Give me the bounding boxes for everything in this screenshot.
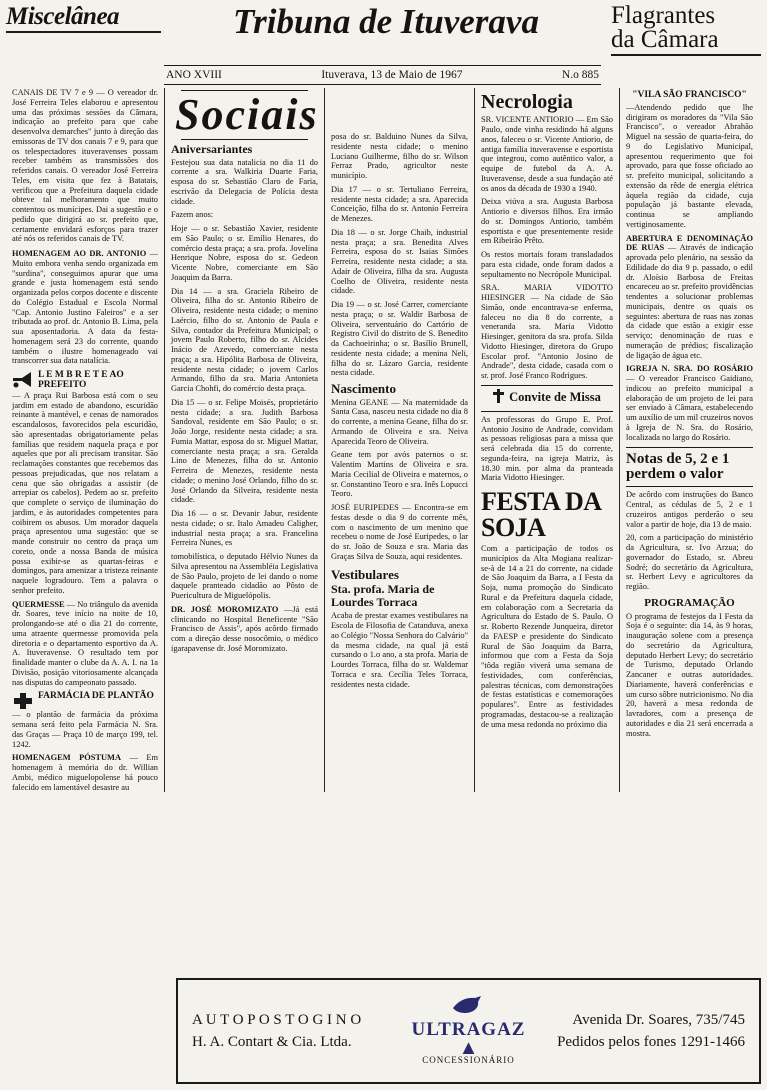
misc-head-homenagem-antonio: HOMENAGEM AO DR. ANTONIO — [12, 249, 147, 258]
issue-year: ANO XVIII — [166, 69, 222, 81]
masthead — [6, 4, 761, 64]
masthead-center — [161, 4, 611, 41]
head-abertura-ruas: ABERTURA E DENOMINAÇÃO DE RUAS — [626, 233, 753, 253]
ad-business-name: A U T O P O S T O G I N O — [192, 1011, 362, 1028]
ad-address: Avenida Dr. Soares, 735/745 — [572, 1011, 745, 1028]
aniv-p6: Dia 16 — o sr. Devanir Jabur, residente nesta cidade; o sr. Italo Amadeu Caligher, industrial nesta praça; a sra. Francelina Ferreira Nunes, es — [171, 509, 318, 548]
necro-p2: Deixa viúva a sra. Augusta Barbosa Antiorio e diversos filhos. Era irmão do sr. Domingos Antiorio, também esportista e que presentemente reside em Ribeirão Prêto. — [481, 197, 613, 246]
text-dr-moromizato: —Já está clinicando no Hospital Beneficente "São Francisco de Assis", após acôrdo firmado com a direção desse nosocômio, o médico igarapavense dr. José Moromizato. — [171, 604, 318, 653]
misc-text-homenagem-antonio: — Muito embora venha sendo organizada em "surdina", conseguimos apurar que uma grande e justa homenagem está sendo organizada pelos corpos docente e discente do Colégio Estadual e Escola Normal "Cap. Antonio Justino Faleiros" e a ser tributada ao prof. dr. Antonio B. Lima, pela sua aposentadoria. A data da festa-homenagem será 23 do corrente, quando também o ilustre homenageado vai transcorrer sua data natalícia. — [12, 249, 158, 366]
miscelanea-title: Miscelânea — [6, 3, 120, 30]
nasc-p1: Menina GEANE — Na maternidade da Santa Casa, nasceu nesta cidade no dia 8 do corrente, a menina Geane, filha do sr. Armando de Oliveira e sra. Neiva Aparecida Teoro de Oliveira. — [331, 397, 468, 446]
latin-cross-icon — [493, 389, 504, 407]
issue-line — [164, 65, 601, 85]
aniv-p4: Dia 14 — a sra. Graciela Ribeiro de Oliveira, filha do sr. Antonio Ribeiro de Oliveira, residente nesta cidade; o menino Laércio, filho do sr. Antonio de Paula e Silva, contador da Prefeitura Municipal; o jovem Paulo Roberto, filho do sr. Alcides Inácio de Azevedo, comerciante nesta praça; a sra. Hipólita Barbosa de Oliveira, residente nesta cidade; o jovem Carlos Armando, filho da sra. Maria Antonieta Garcia Chohfi, do comércio desta praça. — [171, 286, 318, 394]
flagrantes-title-line2: da Câmara — [611, 25, 719, 53]
misc-head-homenagem-postuma: HOMENAGEM PÓSTUMA — [12, 753, 121, 763]
advertisement-ultragaz[interactable] — [176, 978, 761, 1084]
nascimento-heading: Nascimento — [331, 381, 396, 396]
paper-nameplate: Tribuna de Ituverava — [233, 2, 539, 41]
misc-text-farmacia: — o plantão de farmácia da próxima semana será feito pela Farmácia N. Sra. das Graças — Praça 10 de março 199, tel. 1242. — [12, 710, 158, 749]
necro-p4: SRA. MARIA VIDOTTO HIESINGER — Na cidade de São Simão, onde encontrava-se enferma, faleceu no dia 8 do corrente, a veneranda sra. Maria Vidotto Hiesinger, genitora da sra. profa. Silda Vidotto Hiesinger, diretora do Grupo Escolar prof. "Antonio Josino de Andrade", desta cidade, casada com o sr. prof. José Franco Rodrigues. — [481, 283, 613, 381]
text-igreja-rosario: — O vereador Francisco Gaidiano, indicou ao prefeito municipal a elaboração de um projeto de lei para ser enviado à Câmara, estabelecendo um auxílio de um mil cruzeiros novos à Igreja de N. Sra. do Rosário, localizada no largo do Rosário. — [626, 374, 753, 442]
misc-head-farmacia: FARMÁCIA DE PLANTÃO — [38, 691, 154, 702]
aniv-cont-p2: Dia 17 — o sr. Tertuliano Ferreira, residente nesta cidade; a sra. Aparecida Conceição, filha do sr. Antonio Ferreira de Menezes. — [331, 184, 468, 223]
column-miscelanea — [6, 88, 164, 792]
ad-business-company: H. A. Contart & Cia. Ltda. — [192, 1034, 352, 1050]
sociais-title: Sociais — [175, 90, 319, 139]
convite-missa-header — [481, 389, 613, 407]
masthead-left-section — [6, 4, 161, 33]
ad-brand-sub: CONCESSIONÁRIO — [422, 1055, 515, 1065]
misc-head-quermesse: QUERMESSE — [12, 599, 65, 609]
necro-p1: SR. VICENTE ANTIORIO — Em São Paulo, onde vinha residindo há alguns anos, faleceu o sr. Vicente Antiorio, de antiga família ituveravense e esportista que integrou, como autêntico valor, a equipe de futebol da A. A. Ituveravense, desde a sua fundação até os anos da década de 1930 a 1940. — [481, 115, 613, 193]
misc-item-canais-tv: CANAIS DE TV 7 e 9 — O vereador dr. José Ferreira Teles elaborou e apresentou uma das próximas sessões da Câmara, indicação ao prefeito para que cabe desenvolva demarches" junto à direção das emissoras de TV dos canais 7 e 9, para que os telespectadores ituveravenses possam receber também as transmissões dos referidos canais. O vereador José Ferreira Teles, em visita que fez à Batatais, verificou que a Prefeitura daquela cidade obteve tal melhoramento que muito contentou os munícipes. Dai a sugestão e o pedido que dirigirá ao sr. prefeito que, certamente envidará esforços para trazer até nós os referidos canais de TV. — [12, 88, 158, 244]
vestibulares-subheading: Sta. profa. Maria de Lourdes Torraca — [331, 582, 435, 609]
head-igreja-rosario: IGREJA N. SRA. DO ROSÁRIO — [626, 364, 753, 374]
aniv-p3: Hoje — o sr. Sebastião Xavier, residente em São Paulo; o sr. Emílio Henares, do comércio desta praça; a sra. profa. Jovelina Henrique Nobre, esposa do sr. Gedeon Vicente Nobre, comerciante em São Joaquim da Barra. — [171, 224, 318, 282]
misc-farmacia-header — [12, 692, 158, 710]
column-flagrantes — [619, 88, 759, 792]
flagrantes-title-line1: Flagrantes — [611, 2, 716, 29]
misc-text-homenagem-postuma: — Em homenagem à memória do dr. Willian Ambi, médico miguelopolense há pouco falecido em lamentável desastre au — [12, 753, 158, 792]
aniv-cont-p3: Dia 18 — o sr. Jorge Chaib, industrial nesta praça; a sra. Benedita Alves Ferreira, esposa do sr. Isaias Simões Ferreira, residente nesta cidade; a sta. Adair de Oliveira, filha da sra. Augusta Coelho de Oliveira, residente nesta cidade. — [331, 227, 468, 296]
megaphone-icon — [12, 371, 34, 389]
vestibulares-text: Acaba de prestar exames vestibulares na Escola de Filosofia de Catanduva, anexa ao Colégio "Nossa Senhora do Calvário" da mesma cidade, na qual já está cursando o 1.o ano, a sta profa. Maria de Lourdes Torraca, filha do sr. Waldemar Torraca e sra. Cecília Teles Torraca, residentes nesta cidade. — [331, 611, 468, 689]
festa-da-soja-heading: FESTA DA SOJA — [481, 487, 601, 543]
head-dr-moromizato: DR. JOSÉ MOROMIZATO — [171, 604, 279, 614]
head-vila-sao-francisco: "VILA SÃO FRANCISCO" — [632, 90, 747, 100]
programacao-heading: PROGRAMAÇÃO — [644, 596, 735, 609]
misc-text-lembrete: — A praça Rui Barbosa está com o seu jardim em estado de abandono, escuridão reinante à mantével, e cenas de namorados escandalosos, favorecidos pela escuridão, são apresentadas obrigatoriamente pelas famílias que residem naquela praça e por aqueles que por ali precisam transitar. São reclamações constantes que recebemos das pessoas prejudicadas, que nos relatam a cena que são obrigadas a assistir (de arrepiar os cabelos). Pedem ao sr. prefeito que complete o serviço de iluminação do jardim, e às autoridades competentes para coibirem os abusos. Um morador daquela praça apresentou uma sugestão: que se mande construir no centro da praça um coreto, onde a nossa Banda de música possa exibir-se as quartas-feiras e domingos, para amenizar a tristeza reinante naquele logradouro. Tem a palavra o senhor prefeito. — [12, 390, 158, 595]
aniv-cont-p4: Dia 19 — o sr. José Carrer, comerciante nesta praça; o sr. Waldir Barbosa de Oliveira, serventuário do Cartório de Registro Civil do distrito de S. Benedito da Cachoeirinha; o sr. Basílio Brunell, residente nesta cidade; a menina Neli, filha do sr. Lázaro Garcia, residente nesta cidade. — [331, 300, 468, 378]
convite-missa-text: As professoras do Grupo E. Prof. Antonio Josino de Andrade, convidam as pessoas religiosas para a missa que será celebrada dia 15 do corrente, segunda-feira, na igreja Matriz, às 18.30 min. por alma da pranteada Maria Vidotto Hiesinger. — [481, 414, 613, 483]
misc-text-quermesse: — No triângulo da avenida dr. Soares, teve início na noite de 10, prolongando-se até o dia 21 do corrente, uma atraente quermesse promovida pela diretoria e o departamento esportivo da A. A. Ituveravense. O resultado tem por finalidade manter o clube da A. A. I. na 1a Divisão, posição vitoriosamente alcançada nas disputas do campeonato passado. — [12, 599, 158, 687]
notas-heading: Notas de 5, 2 e 1 perdem o valor — [626, 451, 730, 483]
sociais-banner — [171, 90, 318, 140]
aniv-p1: Festejou sua data natalicia no dia 11 do corrente a sra. Walkiria Duarte Faria, esposa do sr. Sebastião Claro de Faria, escrivão da Delegacia de Polícia desta cidade. — [171, 157, 318, 206]
convite-missa-heading: Convite de Missa — [509, 390, 601, 405]
ultragaz-logo-block — [412, 994, 526, 1065]
ad-brand: ULTRAGAZ — [411, 1019, 526, 1040]
aniv-p2: Fazem anos: — [171, 210, 214, 220]
nasc-p2: Geane tem por avós paternos o sr. Valentim Martins de Oliveira e sra. Maria Cecilial de Oliveira e maternos, o sr. Constantino Teoro e sra. Inês Lopucci Teoro. — [331, 450, 468, 499]
aniversariantes-heading: Aniversariantes — [171, 142, 253, 156]
columns-container — [6, 88, 761, 792]
issue-number: N.o 885 — [561, 69, 599, 81]
necrologia-heading: Necrologia — [481, 91, 573, 113]
misc-head-lembrete: L E M B R E T E AO PREFEITO — [38, 370, 124, 390]
column-sociais — [164, 88, 324, 792]
text-abertura-ruas: — Através de indicação aprovada pelo plenário, na sessão da Edilidade do dia 9 p. passado, o edil dr. Aloísio Barbosa de Freitas encareceu ao sr. prefeito providências tendentes a solucionar problemas municipais, dentre os quais os seguintes: abertura de ruas nas zonas da cidade que estão a exigir esse serviço; denominação de ruas e numeração de prédios; fiscalização de ligação de água etc. — [626, 243, 754, 360]
festa-cont-text: 20, com a participação do ministério da Agricultura, sr. Ivo Arzua; do governador do Estado, sr. Abreu Sodré; do secretário da Agricultura, sr. Herbert Levy e agricultores da região. — [626, 533, 753, 592]
ad-phones: Pedidos pelos fones 1291-1466 — [557, 1034, 745, 1050]
column-necrologia — [474, 88, 619, 792]
misc-lembrete-header — [12, 371, 158, 391]
deputado-note: tomobilística, o deputado Hélvio Nunes da Silva apresentou na Assembléia Legislativa de São Paulo, projeto de lei dando o nome daquele pranteado cidadão ao Pôsto de Puericultura de Miguelópolis. — [171, 552, 318, 601]
column-sociais-cont — [324, 88, 474, 792]
cross-icon — [12, 692, 34, 710]
aniv-p5: Dia 15 — o sr. Felipe Moisés, proprietário nesta cidade; a sra. Judith Barbosa Sandoval, residente em São Paulo; o sr. João Jorge, residente nesta cidade; a sra. Fumia Mattar, esposa do sr. Miguel Mattar, comerciante nesta praça; a sra. Geralda Lino de Menezes, filha do sr. Antonio Ferreira de Menezes, residente nesta cidade; o menino José Orlando, filho do sr. José Orlando da Silveira, residente nesta cidade. — [171, 397, 318, 505]
bird-icon — [412, 994, 526, 1019]
issue-place-date: Ituverava, 13 de Maio de 1967 — [321, 69, 463, 81]
notas-text: De acôrdo com instruções do Banco Central, as cédulas de 5, 2 e 1 cruzeiros antigos perderão o seu valor a partir de hoje, dia 13 de maio. — [626, 490, 753, 529]
necro-p3: Os restos mortais foram transladados para esta cidade, onde foram dados a sepultamento no Necrópole Municipal. — [481, 250, 613, 279]
flame-icon: ▲ — [458, 1037, 479, 1059]
text-vila-sao-francisco: —Atendendo pedido que lhe dirigiram os moradores da "Vila São Francisco", o vereador Abrahão Miguel na sessão de quarta-feira, do 9 do Legislativo Municipal, apresentou requerimento que foi aprovado, para que fosse oficiado ao sr. prefeito municipal, solicitando a extensão da rêde de energia elétrica àquela região da cidade, cuja população já bastante elevada, continua se ampliando vertiginosamente. — [626, 102, 753, 229]
vestibulares-heading: Vestibulares — [331, 566, 399, 582]
nasc-p3: JOSÉ EURIPEDES — Encontra-se em festas desde o dia 9 do corrente mês, com o nascimento de um menino que recebeu o nome de José Euripedes, o lar do sr. João de Souza e sra. Maria das Graças Silva de Souza, aqui residentes. — [331, 503, 468, 561]
programacao-text: O programa de festejos da I Festa da Soja é o seguinte: dia 14, às 9 horas, inauguração solene com a presença do secretário da Agricultura, deputado Herbert Levy; do secretário de Turismo, deputado Orlando Zancaner e outras autoridades. Diariamente, haverá conferências e um curso sôbre nutricionismo. No dia 20, haverá a mesa redonda de lavradores, com a presença de autoridades e dia 21 será encerrada a mostra. — [626, 611, 753, 738]
aniv-cont-p1: posa do sr. Balduino Nunes da Silva, residente nesta cidade; o menino Luciano Guilherme, filho do sr. Wilson Ferraz Prado, agricultor neste município. — [331, 132, 468, 180]
festa-da-soja-text: Com a participação de todos os municípios da Alta Mogiana realizar-se-à de 14 a 21 do corrente, na cidade de São Joaquim da Barra, a I Festa da Soja, numa promoção do Sindicato Rural e da Prefeitura daquela cidade, em colaboração com a Secretaria da Agricultura do Estado de S. Paulo. O sr. Roberto Rezende Junqueira, diretor da FAESP e presidente do Sindicato Rural de São Joaquim da Barra, informou que com a Festa da Soja "tôda região viverá uma semana de festividades, com conferências, palestras técnicas, com demonstrações de festas estatísticas e comemorações populares". Entre as festividades programadas, destacou-se a realização de uma mesa redonda no próximo dia — [481, 544, 613, 729]
masthead-right-section — [611, 4, 761, 56]
